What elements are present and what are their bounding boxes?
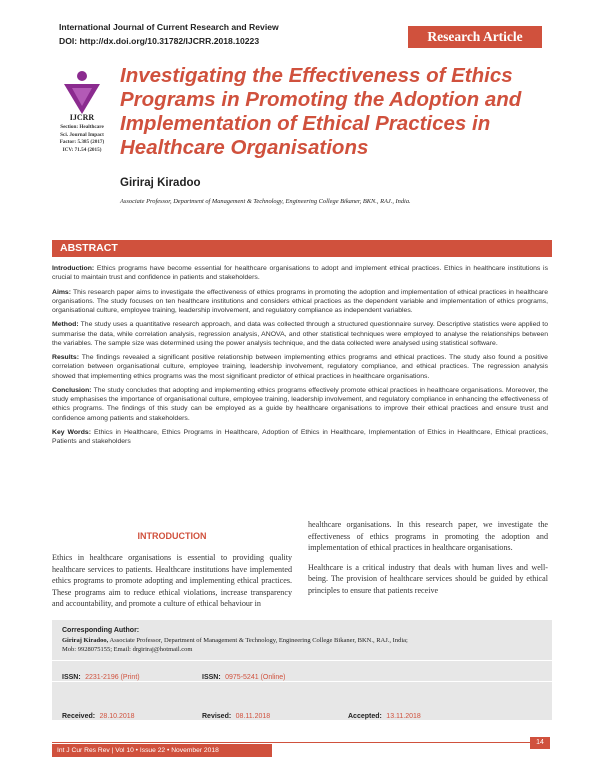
issn-row	[62, 666, 544, 681]
section-text: The study concludes that adopting and implementing ethics programs effectively promote ethical practices in healthcare organisations. Moreover, the study emphasises the importance of organisational culture, employee training, leadership involvement, and regulatory compliance in enhancing the effectiveness of ethics programs. The findings of this study can be employed as a guide by healthcare organisations to improve their ethical practices and ensure trust and confidence among patients and stakeholders.	[52, 386, 548, 422]
section-label: Results:	[52, 354, 80, 361]
dates-row	[62, 705, 544, 720]
article-type-badge: Research Article	[408, 26, 542, 48]
journal-logo-icon	[58, 70, 106, 116]
body-paragraph: Healthcare is a critical industry that deals with human lives and well-being. The provision of healthcare services should be guided by ethical principles to ensure that patients receive	[308, 562, 548, 595]
corresponding-author-content	[62, 626, 544, 655]
corresponding-author-name: Giriraj Kiradoo,	[62, 636, 109, 644]
accepted-label: Accepted:	[348, 713, 382, 720]
sjif-line: Section: Healthcare	[60, 124, 104, 130]
introduction-heading: INTRODUCTION	[137, 531, 207, 541]
abstract-section	[52, 386, 548, 423]
abstract-section	[52, 264, 548, 283]
right-column	[308, 519, 548, 604]
body-paragraph: healthcare organisations. In this research paper, we investigate the effectiveness of ethics programs in promoting the adoption and implementation of ethical practices in healthcare organisations.	[308, 520, 548, 552]
issn-online: 0975-5241 (Online)	[225, 674, 286, 681]
doi-link[interactable]: DOI: http://dx.doi.org/10.31782/IJCRR.2018.10223	[59, 36, 260, 46]
abstract-section	[52, 353, 548, 381]
section-text: This research paper aims to investigate the effectiveness of ethics programs in promoting the adoption and implementation of ethical practices in healthcare organisations. The study focuses on ten healthcare institutions and considers ethical practices as the dependent variable and implementation of ethics programs, organisational culture, employee training, leadership involvement, and regulatory compliance as independent variables.	[52, 288, 548, 314]
abstract-section	[52, 428, 548, 447]
logo-label: IJCRR	[69, 113, 95, 122]
revised-field	[202, 705, 270, 723]
section-label: Conclusion:	[52, 386, 92, 394]
footer-citation: Int J Cur Res Rev | Vol 10 • Issue 22 • November 2018	[52, 744, 272, 757]
sjif-line: ICV: 71.54 (2015)	[62, 146, 102, 153]
received-field	[62, 705, 135, 723]
abstract-section	[52, 288, 548, 316]
section-text: The study uses a quantitative research approach, and data was collected through a structured questionnaire survey. Descriptive statistics were applied to summarise the data, while correlation analysis, regression analysis, ANOVA, and other statistical techniques were employed to analyse the relationships between the variables. The sample size was determined using the power analysis technique, and the data collected were analysed using statistical software.	[52, 321, 548, 347]
section-label: Key Words:	[52, 428, 91, 436]
section-text: Ethics programs have become essential for healthcare organisations to adopt and implement ethical practices. Ethics in healthcare institutions is crucial to maintain trust and confidence in patients and stakeholders.	[52, 265, 548, 282]
body-paragraph: Ethics in healthcare organisations is essential to providing quality healthcare services to patients. Healthcare institutions have implemented ethics programs to promote adopting and implementing ethical practices. These programs aim to reduce ethical violations, increase transparency and accountability, and promote a culture of ethical behaviour in	[52, 553, 292, 608]
author-affiliation: Associate Professor, Department of Management & Technology, Engineering College Bikaner, BKN., RAJ., India.	[120, 198, 411, 205]
corresponding-author-contact: Mob: 9928075155; Email: drgiriraj@hotmail.com	[62, 646, 193, 653]
issn-print: 2231-2196 (Print)	[85, 674, 140, 681]
issn-label: ISSN:	[202, 674, 221, 681]
accepted-field	[348, 705, 421, 723]
corresponding-author-affiliation: Associate Professor, Department of Management & Technology, Engineering College Bikaner, BKN., RAJ., India;	[109, 636, 408, 644]
abstract-body	[52, 264, 548, 451]
journal-name: International Journal of Current Research and Review	[59, 22, 279, 32]
divider	[52, 660, 552, 661]
author-name: Giriraj Kiradoo	[120, 177, 201, 189]
section-text: The findings revealed a significant positive relationship between implementing ethics programs and ethical practices. The study also found a positive correlation between organisational culture, employee training, leadership involvement, regulatory compliance, and ethical practices. The regression analysis showed that implementing ethics programs was the most significant predictor of ethical practices in healthcare organisations.	[52, 354, 548, 380]
revised-date: 08.11.2018	[235, 713, 271, 720]
issn-label: ISSN:	[62, 674, 81, 681]
footer-rule	[52, 742, 550, 743]
page-number: 14	[530, 737, 550, 749]
section-text: Ethics in Healthcare, Ethics Programs in Healthcare, Adoption of Ethics in Healthcare, Implementation of Ethics in Healthcare, Ethical practices, Patients and stakeholders	[52, 428, 549, 445]
paper-title: Investigating the Effectiveness of Ethics Programs in Promoting the Adoption and Implementation of Ethical Practices in Healthcare Organisations	[120, 64, 522, 159]
revised-label: Revised:	[202, 713, 232, 720]
received-label: Received:	[62, 713, 96, 720]
abstract-heading: ABSTRACT	[52, 240, 552, 257]
sjif-line: Factor: 5.385 (2017)	[59, 139, 105, 145]
received-date: 28.10.2018	[99, 713, 135, 720]
section-label: Method:	[52, 321, 79, 329]
accepted-date: 13.11.2018	[386, 713, 421, 720]
abstract-section	[52, 320, 548, 348]
divider	[52, 681, 552, 682]
sjif-line: Sci. Journal Impact	[60, 131, 104, 138]
left-column	[52, 552, 292, 618]
impact-factor-note	[50, 124, 114, 154]
corresponding-author-details	[62, 636, 544, 646]
corresponding-author-title: Corresponding Author:	[62, 627, 140, 634]
section-label: Aims:	[52, 288, 72, 296]
section-label: Introduction:	[52, 265, 95, 272]
corresponding-author-box	[52, 620, 552, 720]
